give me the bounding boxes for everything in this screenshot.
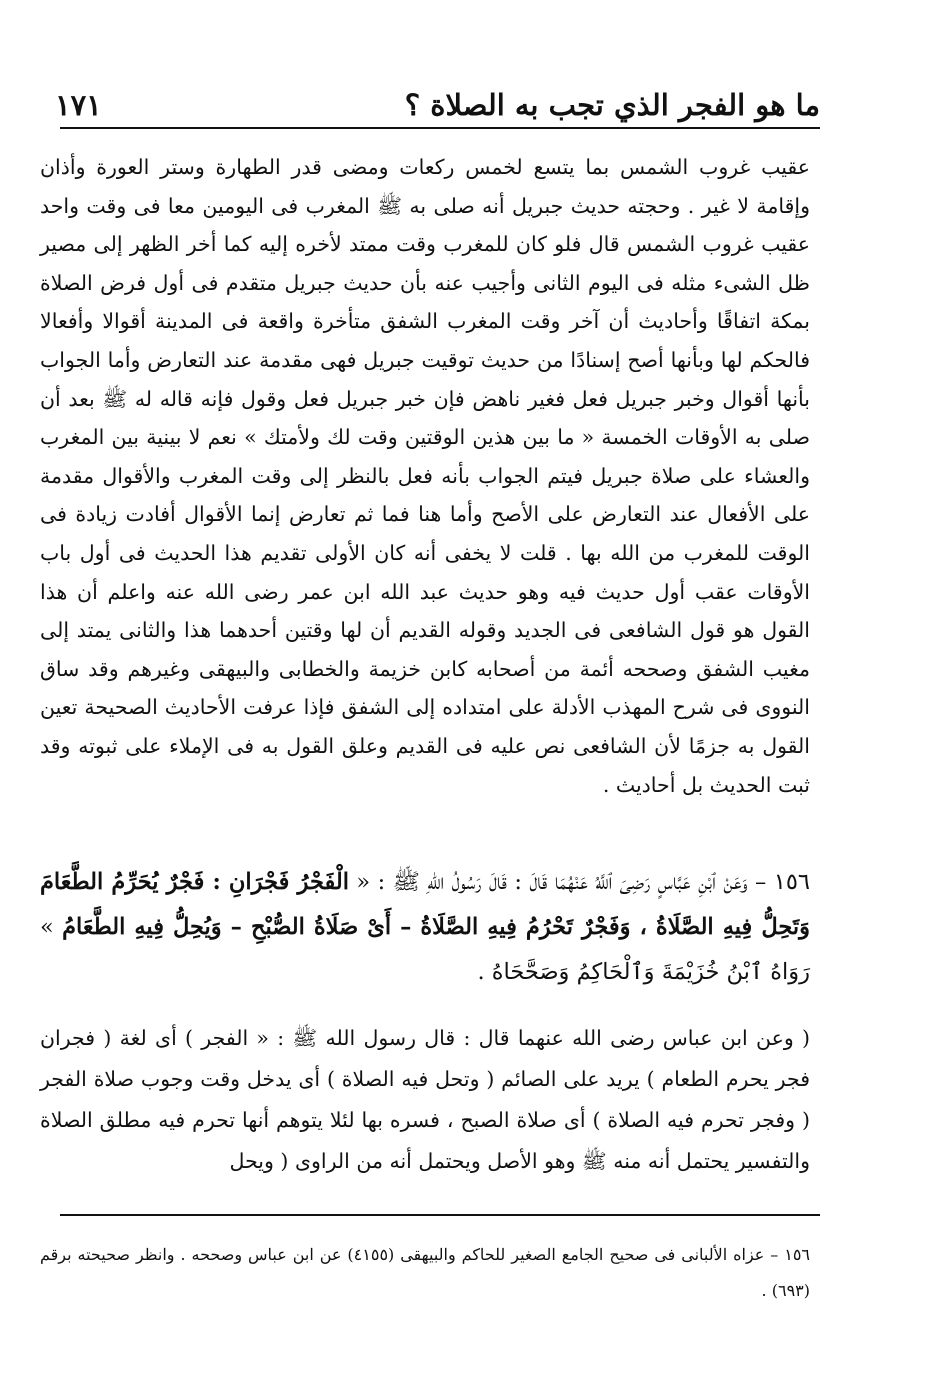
footnote-rule (60, 1214, 820, 1216)
page-header (55, 72, 820, 122)
hadith-outro: » رَوَاهُ ٱبْنُ خُزَيْمَةَ وَٱلْحَاكِمُ وَصَحَّحَاهُ . (40, 914, 810, 985)
hadith-matn: الْفَجْرُ فَجْرَانِ : فَجْرٌ يُحَرِّمُ الطَّعَامَ وَتَحِلُّ فِيهِ الصَّلَاةُ ، وَفَجْرٌ تَحْرُمُ فِيهِ الصَّلَاةُ – أَىْ صَلَاةُ الصُّبْحِ – وَيُحِلُّ فِيهِ الطَّعَامُ (40, 869, 811, 940)
header-rule (60, 127, 820, 129)
hadith-intro: ١٥٦ – وَعَنْ ٱبْنِ عَبَّاسٍ رَضِىَ ٱللَّهُ عَنْهُمَا قَالَ : قَالَ رَسُولُ اللهِ ﷺ : « (356, 869, 810, 895)
footnote-text: ١٥٦ – عزاه الألبانى فى صحيح الجامع الصغير للحاكم والبيهقى (٤١٥٥) عن ابن عباس وصححه . وانظر صحيحته برقم (٦٩٣) . (40, 1245, 811, 1300)
footnote (40, 1237, 810, 1309)
hadith-block (40, 860, 810, 995)
main-text (40, 148, 810, 804)
main-paragraph: عقيب غروب الشمس بما يتسع لخمس ركعات ومضى قدر الطهارة وستر العورة وأذان وإقامة لا غير . وحجته حديث جبريل أنه صلى به ﷺ المغرب فى اليومين معا فى وقت واحد عقيب غروب الشمس قال فلو كان للمغرب وقت ممتد لأخره إليه كما أخر الظهر إلى مصير ظل الشىء مثله فى اليوم الثانى وأجيب عنه بأن حديث جبريل متقدم فى أول فرض الصلاة بمكة اتفاقًا وأحاديث أن آخر وقت المغرب الشفق متأخرة واقعة فى المدينة أقوالا وأفعالا فالحكم لها وبأنها أصح إسنادًا من حديث توقيت جبريل فهى مقدمة عند التعارض وأما الجواب بأنها أقوال وخبر جبريل فعل فغير ناهض فإن خبر جبريل فعل وقول فإنه قاله له ﷺ بعد أن صلى به الأوقات الخمسة « ما بين هذين الوقتين وقت لك ولأمتك » نعم لا بينية بين المغرب والعشاء على صلاة جبريل فيتم الجواب بأنه فعل بالنظر إلى وقت المغرب والأقوال مقدمة على الأفعال عند التعارض على الأصح وأما هنا فما ثم تعارض إنما الأقوال أفادت زيادة فى الوقت للمغرب من الله بها . قلت لا يخفى أنه كان الأولى تقديم هذا الحديث فى أول باب الأوقات عقب أول حديث فيه وهو حديث عبد الله ابن عمر رضى الله عنه واعلم أن هذا القول هو قول الشافعى فى الجديد وقوله القديم أن لها وقتين أحدهما هذا والثانى يمتد إلى مغيب الشفق وصححه أئمة من أصحابه كابن خزيمة والخطابى والبيهقى وغيرهم وقد ساق النووى فى شرح المهذب الأدلة على امتداده إلى الشفق فإذا عرفت الأحاديث الصحيحة تعين القول به جزمًا لأن الشافعى نص عليه فى القديم وعلق القول به فى الإملاء على ثبوته وقد ثبت الحديث بل أحاديث . (40, 155, 810, 797)
commentary-block (40, 1018, 810, 1182)
page-number: ١٧١ (55, 88, 102, 122)
commentary-paragraph: ( وعن ابن عباس رضى الله عنهما قال : قال رسول الله ﷺ : « الفجر ) أى لغة ( فجران فجر يحرم الطعام ) يريد على الصائم ( وتحل فيه الصلاة ) أى يدخل وقت وجوب صلاة الفجر ( وفجر تحرم فيه الصلاة ) أى صلاة الصبح ، فسره بها لئلا يتوهم أنها تحرم فيه مطلق الصلاة والتفسير يحتمل أنه منه ﷺ وهو الأصل ويحتمل أنه من الراوى ( ويحل (40, 1026, 810, 1173)
hadith-text (40, 860, 810, 995)
running-title: ما هو الفجر الذي تجب به الصلاة ؟ (404, 88, 820, 122)
